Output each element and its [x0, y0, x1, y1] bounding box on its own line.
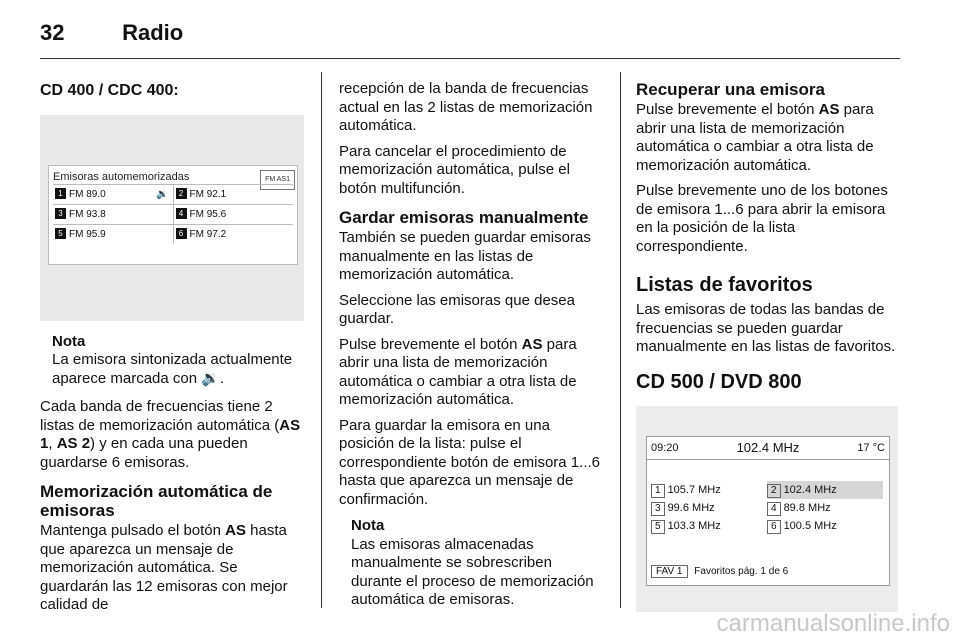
paragraph: [636, 101, 900, 175]
page-header: [40, 20, 183, 46]
as1-label: AS 1: [40, 416, 301, 452]
preset-6: [173, 225, 294, 244]
heading-favorites: Listas de favoritos: [636, 274, 813, 296]
note-box: [339, 517, 603, 610]
note-text: Las emisoras almacenadas manualmente se sobrescriben durante el proceso de memorización automática de emisoras.: [351, 535, 594, 608]
favorites-grid: [651, 481, 883, 535]
text: para abrir una lista de memorización automática o cambiar a otra lista de memorización automática.: [636, 101, 874, 174]
favorite-number: 2: [767, 484, 781, 498]
as2-label: AS 2: [56, 435, 91, 452]
autostore-title: Emisoras automemorizadas: [53, 170, 190, 183]
favorite-1: [651, 481, 767, 499]
preset-row: [53, 184, 293, 204]
favorite-6: [767, 517, 883, 535]
preset-row: [53, 224, 293, 244]
clock: 09:20: [651, 441, 679, 454]
header-rule: [40, 58, 900, 59]
preset-number: 5: [55, 228, 66, 239]
preset-number: 6: [176, 228, 187, 239]
current-frequency: 102.4 MHz: [736, 439, 800, 455]
paragraph: [40, 522, 304, 615]
band-tag: FM AS1: [260, 170, 295, 191]
status-bar: [647, 437, 889, 460]
preset-2: [173, 185, 294, 204]
favorite-label: 89.8 MHz: [783, 501, 831, 514]
favorite-label: 99.6 MHz: [667, 501, 715, 514]
column-divider-2: [620, 72, 621, 608]
favorite-5: [651, 517, 767, 535]
heading-recover: Recuperar una emisora: [636, 80, 825, 99]
favorites-panel: [646, 436, 890, 586]
favorite-number: 3: [651, 502, 665, 516]
favorite-number: 5: [651, 520, 665, 534]
section-title: Radio: [122, 20, 184, 45]
favorite-row: [651, 481, 883, 499]
paragraph: Las emisoras de todas las bandas de frecuencias se pueden guardar manualmente en las listas de favoritos.: [636, 301, 896, 355]
text: Pulse brevemente el botón: [636, 101, 819, 118]
note-title: Nota: [351, 517, 385, 534]
note-title: Nota: [52, 332, 86, 350]
favorite-label: 100.5 MHz: [783, 519, 837, 532]
paragraph: recepción de la banda de frecuencias actual en las 2 listas de memorización automática.: [339, 80, 593, 134]
paragraph: [339, 336, 603, 410]
preset-label: FM 89.0: [69, 188, 106, 200]
favorite-label: 105.7 MHz: [667, 483, 721, 496]
preset-3: [53, 205, 173, 224]
temperature: 17 °C: [857, 441, 885, 454]
preset-label: FM 97.2: [189, 228, 227, 240]
favorites-footer: [651, 565, 885, 579]
note-text: La emisora sintonizada actualmente aparece marcada con 🔉.: [52, 351, 293, 387]
text: Pulse brevemente el botón: [339, 335, 522, 353]
favorite-label: 103.3 MHz: [667, 519, 721, 532]
favorite-number: 4: [767, 502, 781, 516]
preset-5: [53, 225, 173, 244]
column-2: [339, 80, 603, 620]
heading-cd500: CD 500 / DVD 800: [636, 370, 802, 393]
column-1: [40, 78, 304, 622]
radio-screen-cd400: [40, 115, 304, 321]
preset-label: FM 95.6: [189, 208, 227, 220]
preset-4: [173, 205, 294, 224]
preset-number: 4: [176, 208, 187, 219]
paragraph: Pulse brevemente uno de los botones de emisora 1...6 para abrir la emisora en la posición de la lista correspondiente.: [636, 182, 888, 255]
heading-manual: Gardar emisoras manualmente: [339, 208, 589, 227]
column-3: [636, 80, 900, 612]
preset-number: 1: [55, 188, 66, 199]
note-box: [40, 333, 304, 389]
paragraph: También se pueden guardar emisoras manualmente en las listas de memorización automática.: [339, 229, 591, 283]
radio-screen-cd500: [636, 406, 898, 612]
page-number: 32: [40, 20, 65, 45]
favorite-row: [651, 517, 883, 535]
preset-label: FM 95.9: [69, 228, 106, 240]
preset-label: FM 92.1: [189, 188, 227, 200]
favorite-2: [767, 481, 883, 499]
preset-row: [53, 204, 293, 224]
as-label: AS: [521, 335, 543, 353]
preset-number: 2: [176, 188, 187, 199]
preset-number: 3: [55, 208, 66, 219]
favorite-number: 1: [651, 484, 665, 498]
paragraph: Seleccione las emisoras que desea guardar.: [339, 291, 575, 327]
preset-label: FM 93.8: [69, 208, 106, 220]
favorite-label: 102.4 MHz: [783, 483, 837, 496]
text: para abrir una lista de memorización automática o cambiar a otra lista de memorización automática.: [339, 335, 577, 408]
watermark: carmanualsonline.info: [716, 610, 950, 637]
fav-button: FAV 1: [651, 565, 688, 578]
preset-grid: [53, 184, 293, 244]
favorite-4: [767, 499, 883, 517]
model-heading: CD 400 / CDC 400:: [40, 82, 179, 99]
favorite-row: [651, 499, 883, 517]
speaker-icon: 🔉: [156, 188, 169, 200]
paragraph: [40, 398, 304, 472]
fav-page-label: Favoritos pág. 1 de 6: [694, 565, 789, 577]
preset-1: [53, 185, 173, 204]
column-divider-1: [321, 72, 322, 608]
text: Mantenga pulsado el botón: [40, 522, 226, 539]
as-label: AS: [225, 522, 246, 539]
heading-auto: Memorización automática de emisoras: [40, 482, 273, 520]
autostore-panel: [48, 165, 298, 265]
favorite-number: 6: [767, 520, 781, 534]
text: Cada banda de frecuencias tiene 2 listas de memorización automática (: [40, 398, 280, 434]
paragraph: Para guardar la emisora en una posición de la lista: pulse el correspondiente botón de emisora 1...6 hasta que aparezca un mensaje de confirmación.: [339, 416, 600, 508]
as-label: AS: [818, 101, 840, 118]
text: ) y en cada una pueden guardarse 6 emisoras.: [40, 435, 248, 471]
text: hasta que aparezca un mensaje de memorización automática. Se guardarán las 12 emisoras con mejor calidad de: [40, 522, 288, 613]
paragraph: Para cancelar el procedimiento de memorización automática, pulse el botón multifunción.: [339, 142, 570, 197]
text: ,: [48, 435, 57, 452]
favorite-3: [651, 499, 767, 517]
